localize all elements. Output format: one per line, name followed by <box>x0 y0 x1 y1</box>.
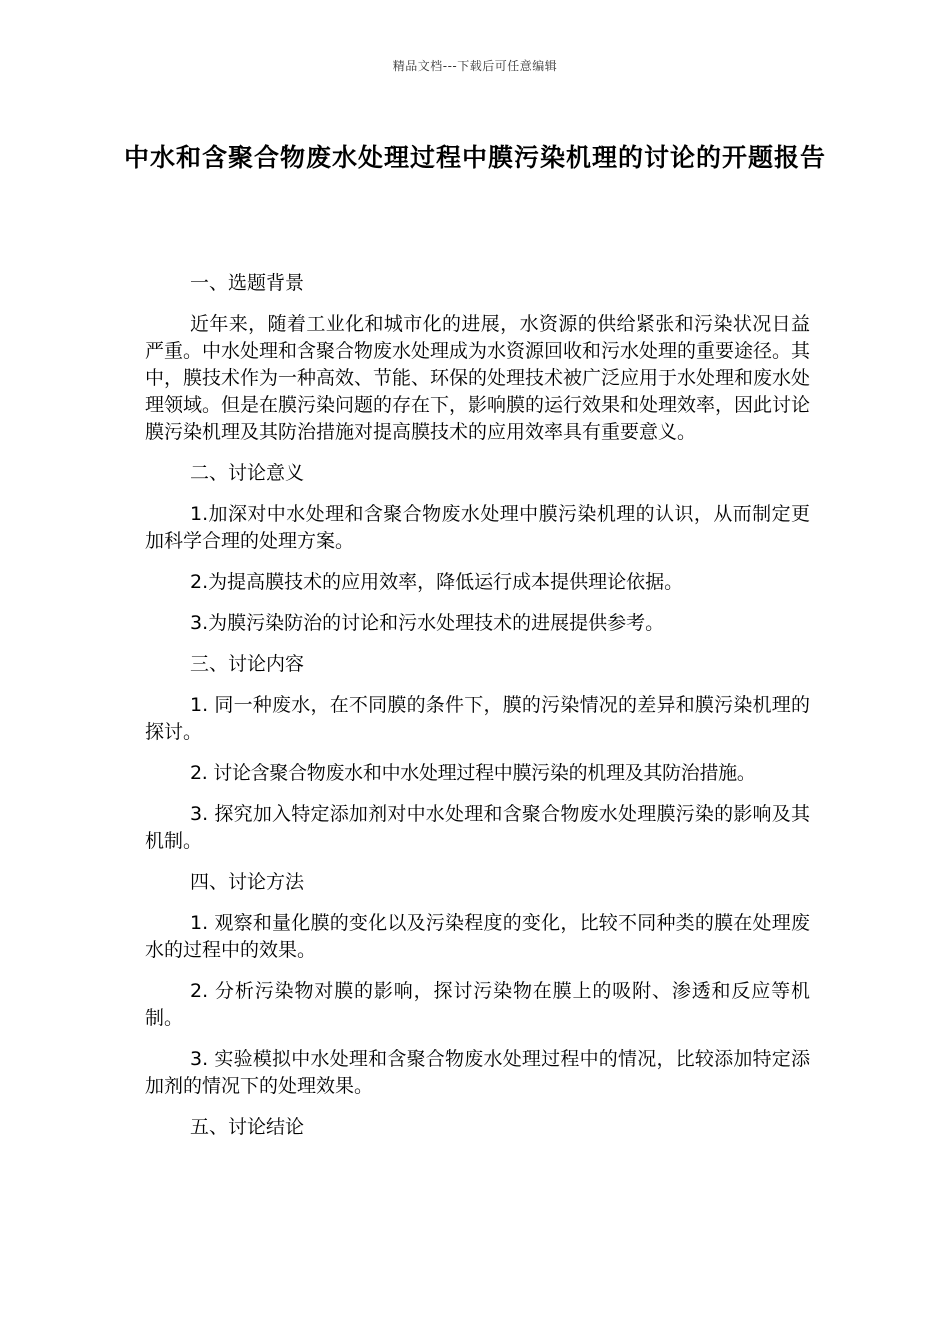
list-item: 2. 分析污染物对膜的影响，探讨污染物在膜上的吸附、渗透和反应等机制。 <box>145 980 810 1029</box>
list-item: 1. 观察和量化膜的变化以及污染程度的变化，比较不同种类的膜在处理废水的过程中的效果。 <box>145 912 810 961</box>
list-item: 3.为膜污染防治的讨论和污水处理技术的进展提供参考。 <box>190 612 665 634</box>
section-heading: 三、讨论内容 <box>190 653 305 675</box>
list-item: 2.为提高膜技术的应用效率，降低运行成本提供理论依据。 <box>190 571 684 593</box>
header-note: 精品文档---下载后可任意编辑 <box>392 59 558 73</box>
section-background <box>145 270 810 446</box>
section-content <box>145 651 810 855</box>
list-item: 2. 讨论含聚合物废水和中水处理过程中膜污染的机理及其防治措施。 <box>190 762 756 784</box>
section-heading: 二、讨论意义 <box>190 462 305 484</box>
list-item: 3. 实验模拟中水处理和含聚合物废水处理过程中的情况，比较添加特定添加剂的情况下的处理效果。 <box>145 1048 810 1097</box>
section-methods <box>145 869 810 1100</box>
document-body <box>145 270 810 1155</box>
document-title: 中水和含聚合物废水处理过程中膜污染机理的讨论的开题报告 <box>123 143 826 172</box>
list-item: 3. 探究加入特定添加剂对中水处理和含聚合物废水处理膜污染的影响及其机制。 <box>145 803 810 852</box>
section-heading: 四、讨论方法 <box>190 871 305 893</box>
list-item: 1.加深对中水处理和含聚合物废水处理中膜污染机理的认识，从而制定更加科学合理的处理方案。 <box>145 503 810 552</box>
paragraph: 近年来，随着工业化和城市化的进展，水资源的供给紧张和污染状况日益严重。中水处理和含聚合物废水处理成为水资源回收和污水处理的重要途径。其中，膜技术作为一种高效、节能、环保的处理技术被广泛应用于水处理和废水处理领域。但是在膜污染问题的存在下，影响膜的运行效果和处理效率，因此讨论膜污染机理及其防治措施对提高膜技术的应用效率具有重要意义。 <box>145 313 811 443</box>
section-significance <box>145 460 810 637</box>
section-heading: 五、讨论结论 <box>190 1116 305 1138</box>
section-heading: 一、选题背景 <box>190 272 305 294</box>
section-conclusion <box>145 1114 810 1141</box>
list-item: 1. 同一种废水，在不同膜的条件下，膜的污染情况的差异和膜污染机理的探讨。 <box>145 694 810 743</box>
